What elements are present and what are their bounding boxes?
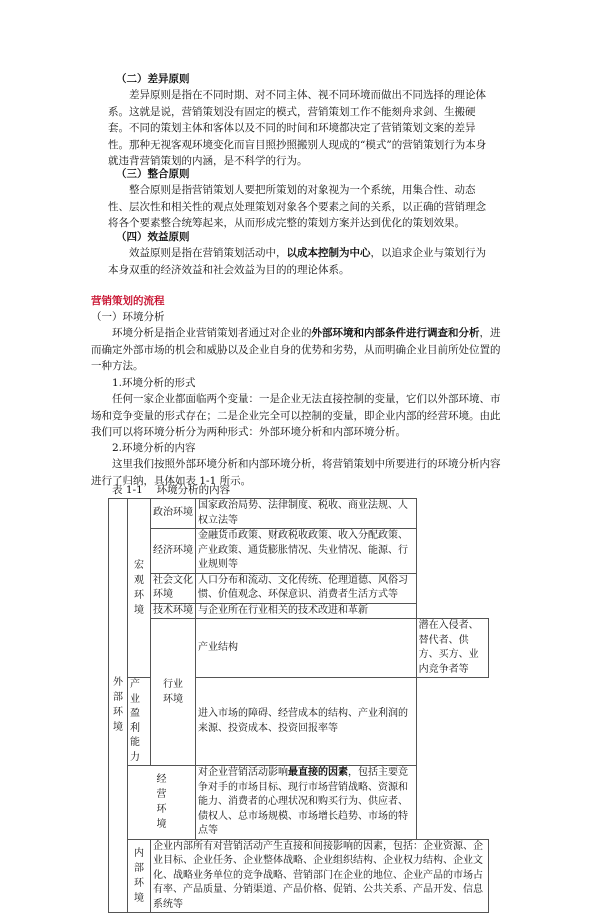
cell-economy-label: 经济环境 [151, 529, 196, 574]
heading-integration-principle: （三）整合原则 [116, 168, 190, 180]
paragraph-environment-analysis: 环境分析是指企业营销策划者通过对企业的外部环境和内部条件进行调查和分析，进而确定外部市场的机会和威胁以及企业自身的优势和劣势，从而明确企业目前所处位置的一种方法。 [91, 327, 501, 372]
cell-profit-label: 产业盈利能力 [128, 678, 151, 766]
cell-politics-text: 国家政治局势、法律制度、税收、商业法规、人权立法等 [196, 499, 417, 529]
paragraph-benefit-principle: 效益原则是指在营销策划活动中，以成本控制为中心，以追求企业与策划行为本身双重的经济效益和社会效益为目的的理论体系。 [108, 247, 486, 276]
cell-profit-text: 进入市场的障碍、经营成本的结构、产业利润的来源、投资成本、投资回报率等 [196, 678, 417, 766]
heading-difference-principle: （二）差异原则 [116, 73, 190, 85]
paragraph-difference-principle: 差异原则是指在不同时期、对不同主体、视不同环境而做出不同选择的理论体系。这就是说，营销策划没有固定的模式，营销策划工作不能刻舟求剑、生搬硬套。不同的策划主体和客体以及不同的时间和环境都决定了营销策划文案的差异性。那种无视客观环境变化而盲目照抄照搬别人现成的“模式”的营销策划行为本身就违背营销策划的内涵，是不科学的行为。 [108, 89, 487, 167]
emphasis-external-internal: 外部环境和内部条件进行调查和分析 [311, 327, 480, 339]
item-analysis-forms: 1.环境分析的形式 [112, 377, 196, 389]
cell-macro-environment: 宏观环境 [128, 499, 151, 678]
table-row [109, 529, 489, 574]
cell-operating-environment: 经营环境 [128, 766, 196, 840]
section-title-marketing-flow: 营销策划的流程 [91, 295, 165, 307]
emphasis-cost-control: 以成本控制为中心 [286, 247, 371, 259]
cell-economy-text: 金融货币政策、财政税收政策、收入分配政策、产业政策、通货膨胀情况、失业情况、能源、行业规则等 [196, 529, 417, 574]
cell-internal-environment: 内部环境 [128, 839, 151, 913]
environment-analysis-table [108, 498, 489, 913]
table-row [109, 573, 489, 603]
paragraph-integration-principle: 整合原则是指营销策划人要把所策划的对象视为一个系统，用集合性、动态性、层次性和相关性的观点处理策划对象各个要素之间的关系，以正确的营销理念将各个要素整合统筹起来，从而形成完整的策划方案并达到优化的策划效果。 [108, 184, 486, 229]
cell-culture-text: 人口分布和流动、文化传统、伦理道德、风俗习惯、价值观念、环保意识、消费者生活方式等 [196, 573, 417, 603]
cell-tech-label: 技术环境 [151, 603, 196, 619]
table-row [109, 603, 489, 619]
table-row [109, 619, 489, 678]
cell-industry-environment: 行业环境 [151, 619, 196, 766]
cell-internal-text: 企业内部所有对营销活动产生直接和间接影响的因素，包括：企业资源、企业目标、企业任务、企业整体战略、企业组织结构、企业权力结构、企业文化、战略业务单位的竞争战略、营销部门在企业的地位、企业产品的市场占有率、产品质量、分销渠道、产品价格、促销、公共关系、产品开发、信息系统等 [151, 839, 489, 913]
table-caption: 表 1-1 环境分析的内容 [112, 484, 231, 496]
cell-structure-label: 产业结构 [196, 619, 417, 678]
paragraph-analysis-forms: 任何一家企业都面临两个变量：一是企业无法直接控制的变量，它们以外部环境、市场和竞争变量的形式存在；二是企业完全可以控制的变量，即企业内部的经营环境。由此我们可以将环境分析分为两种形式：外部环境分析和内部环境分析。 [91, 393, 501, 438]
table-row [109, 766, 489, 840]
cell-tech-text: 与企业所在行业相关的技术改进和革新 [196, 603, 417, 619]
cell-politics-label: 政治环境 [151, 499, 196, 529]
subheading-environment-analysis: （一）环境分析 [91, 311, 165, 323]
table-row [109, 499, 489, 529]
cell-operating-text: 对企业营销活动影响最直接的因素，包括主要竞争对手的市场目标、现行市场营销战略、资源和能力、消费者的心理状况和购买行为、供应者、债权人、总市场规模、市场增长趋势、市场的特点等 [196, 766, 417, 840]
table-row [109, 839, 489, 913]
cell-external-environment: 外部环境 [109, 499, 128, 913]
cell-structure-text: 潜在入侵者、替代者、供方、买方、业内竞争者等 [416, 619, 488, 678]
item-analysis-content: 2.环境分析的内容 [112, 442, 196, 454]
cell-culture-label: 社会文化环境 [151, 573, 196, 603]
emphasis-most-direct: 最直接的因素 [288, 767, 348, 778]
paragraph-analysis-content: 这里我们按照外部环境分析和内部环境分析，将营销策划中所要进行的环境分析内容进行了归纳，具体如表 1-1 所示。 [91, 458, 501, 487]
heading-benefit-principle: （四）效益原则 [116, 231, 190, 243]
